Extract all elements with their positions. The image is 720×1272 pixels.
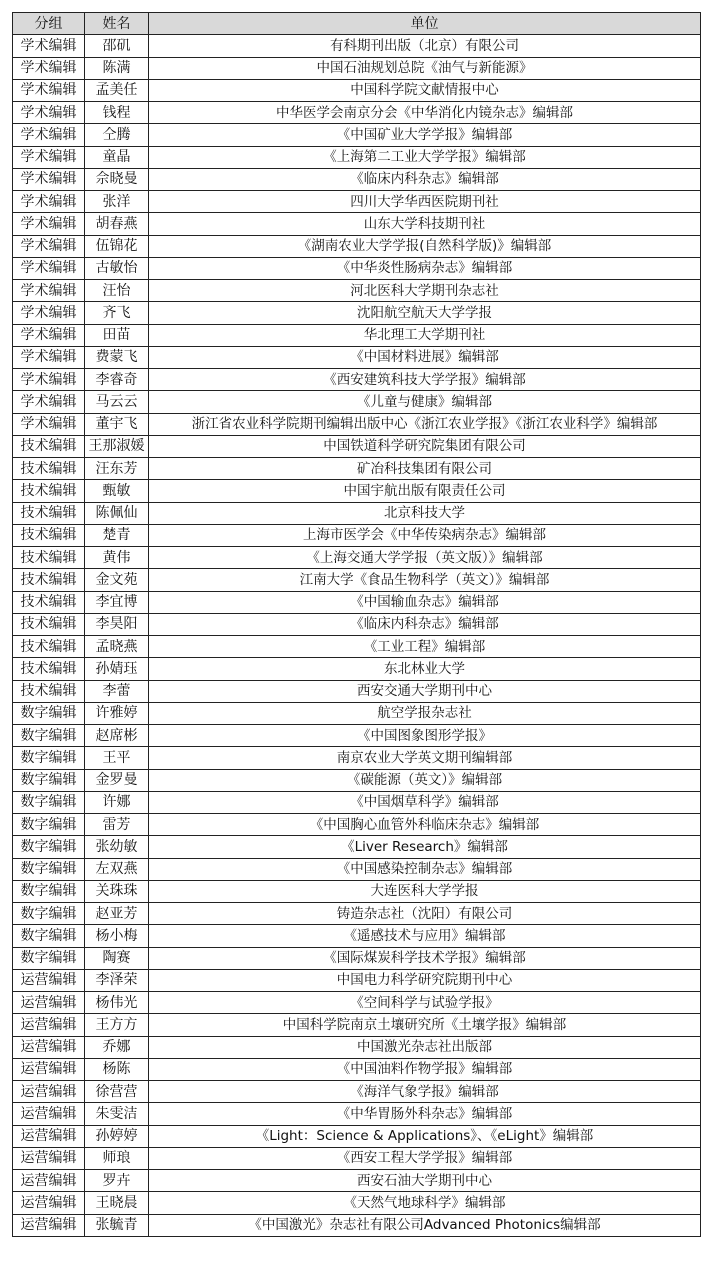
table-row [13,658,701,680]
table-row [13,79,701,101]
group-cell: 技术编辑 [13,435,85,457]
unit-cell: 《西安建筑科技大学学报》编辑部 [149,369,701,391]
name-cell: 赵亚芳 [85,903,149,925]
name-cell: 马云云 [85,391,149,413]
roster-body [13,35,701,1237]
roster-table [12,12,701,1237]
name-cell: 朱雯洁 [85,1103,149,1125]
group-cell: 学术编辑 [13,235,85,257]
name-cell: 雷芳 [85,814,149,836]
name-cell: 金罗曼 [85,769,149,791]
name-cell: 孟美任 [85,79,149,101]
unit-cell: 《空间科学与试验学报》 [149,992,701,1014]
name-cell: 董宇飞 [85,413,149,435]
group-cell: 数字编辑 [13,725,85,747]
unit-cell: 《Light：Science & Applications》、《eLight》编辑部 [149,1125,701,1147]
unit-cell: 《中国感染控制杂志》编辑部 [149,858,701,880]
name-cell: 李蕾 [85,680,149,702]
group-cell: 技术编辑 [13,680,85,702]
group-cell: 数字编辑 [13,880,85,902]
table-row [13,836,701,858]
name-cell: 孙婷婷 [85,1125,149,1147]
table-row [13,947,701,969]
unit-cell: 北京科技大学 [149,502,701,524]
unit-cell: 河北医科大学期刊杂志社 [149,280,701,302]
group-cell: 学术编辑 [13,168,85,190]
table-row [13,858,701,880]
table-row [13,925,701,947]
header-unit: 单位 [149,13,701,35]
unit-cell: 中国科学院文献情报中心 [149,79,701,101]
group-cell: 数字编辑 [13,836,85,858]
unit-cell: 《中国材料进展》编辑部 [149,346,701,368]
group-cell: 运营编辑 [13,1214,85,1236]
table-row [13,880,701,902]
header-group: 分组 [13,13,85,35]
group-cell: 数字编辑 [13,947,85,969]
group-cell: 运营编辑 [13,1081,85,1103]
name-cell: 钱程 [85,102,149,124]
group-cell: 学术编辑 [13,35,85,57]
table-row [13,903,701,925]
name-cell: 王平 [85,747,149,769]
table-row [13,435,701,457]
unit-cell: 《中国激光》杂志社有限公司Advanced Photonics编辑部 [149,1214,701,1236]
name-cell: 关珠珠 [85,880,149,902]
table-row [13,680,701,702]
group-cell: 学术编辑 [13,302,85,324]
unit-cell: 有科期刊出版（北京）有限公司 [149,35,701,57]
table-row [13,1014,701,1036]
name-cell: 徐营营 [85,1081,149,1103]
unit-cell: 中国电力科学研究院期刊中心 [149,969,701,991]
group-cell: 运营编辑 [13,1170,85,1192]
name-cell: 杨小梅 [85,925,149,947]
name-cell: 师琅 [85,1147,149,1169]
unit-cell: 《中国油料作物学报》编辑部 [149,1058,701,1080]
name-cell: 黄伟 [85,547,149,569]
unit-cell: 《中国烟草科学》编辑部 [149,791,701,813]
group-cell: 运营编辑 [13,1103,85,1125]
name-cell: 许雅婷 [85,702,149,724]
unit-cell: 《中国图象图形学报》 [149,725,701,747]
table-row [13,413,701,435]
unit-cell: 铸造杂志社（沈阳）有限公司 [149,903,701,925]
unit-cell: 航空学报杂志社 [149,702,701,724]
table-row [13,725,701,747]
unit-cell: 东北林业大学 [149,658,701,680]
name-cell: 汪怡 [85,280,149,302]
name-cell: 赵席彬 [85,725,149,747]
group-cell: 技术编辑 [13,658,85,680]
name-cell: 陶赛 [85,947,149,969]
name-cell: 李睿奇 [85,369,149,391]
table-row [13,280,701,302]
name-cell: 罗卉 [85,1170,149,1192]
table-row [13,346,701,368]
group-cell: 技术编辑 [13,547,85,569]
unit-cell: 《西安工程大学学报》编辑部 [149,1147,701,1169]
group-cell: 数字编辑 [13,903,85,925]
unit-cell: 《Liver Research》编辑部 [149,836,701,858]
table-row [13,102,701,124]
group-cell: 运营编辑 [13,992,85,1014]
table-row [13,992,701,1014]
unit-cell: 四川大学华西医院期刊社 [149,191,701,213]
unit-cell: 《中华胃肠外科杂志》编辑部 [149,1103,701,1125]
table-row [13,213,701,235]
name-cell: 孟晓燕 [85,636,149,658]
group-cell: 学术编辑 [13,324,85,346]
group-cell: 学术编辑 [13,257,85,279]
header-row [13,13,701,35]
table-row [13,391,701,413]
group-cell: 技术编辑 [13,524,85,546]
header-name: 姓名 [85,13,149,35]
group-cell: 运营编辑 [13,1036,85,1058]
name-cell: 楚青 [85,524,149,546]
unit-cell: 《上海交通大学学报（英文版）》编辑部 [149,547,701,569]
table-row [13,235,701,257]
table-row [13,369,701,391]
table-row [13,636,701,658]
group-cell: 运营编辑 [13,1125,85,1147]
unit-cell: 《上海第二工业大学学报》编辑部 [149,146,701,168]
name-cell: 齐飞 [85,302,149,324]
group-cell: 学术编辑 [13,280,85,302]
table-row [13,791,701,813]
table-row [13,1058,701,1080]
table-row [13,168,701,190]
table-row [13,1170,701,1192]
group-cell: 运营编辑 [13,969,85,991]
table-row [13,1103,701,1125]
table-row [13,1125,701,1147]
group-cell: 学术编辑 [13,413,85,435]
table-row [13,57,701,79]
unit-cell: 南京农业大学英文期刊编辑部 [149,747,701,769]
table-row [13,702,701,724]
group-cell: 学术编辑 [13,213,85,235]
name-cell: 杨陈 [85,1058,149,1080]
unit-cell: 《中华炎性肠病杂志》编辑部 [149,257,701,279]
table-row [13,146,701,168]
table-row [13,480,701,502]
name-cell: 张幼敏 [85,836,149,858]
group-cell: 技术编辑 [13,613,85,635]
group-cell: 技术编辑 [13,502,85,524]
group-cell: 运营编辑 [13,1192,85,1214]
group-cell: 数字编辑 [13,814,85,836]
group-cell: 学术编辑 [13,369,85,391]
table-row [13,524,701,546]
group-cell: 运营编辑 [13,1058,85,1080]
name-cell: 王方方 [85,1014,149,1036]
table-row [13,191,701,213]
group-cell: 学术编辑 [13,346,85,368]
name-cell: 王那淑媛 [85,435,149,457]
name-cell: 张洋 [85,191,149,213]
group-cell: 学术编辑 [13,79,85,101]
unit-cell: 中国激光杂志社出版部 [149,1036,701,1058]
group-cell: 技术编辑 [13,458,85,480]
name-cell: 古敏怡 [85,257,149,279]
unit-cell: 《海洋气象学报》编辑部 [149,1081,701,1103]
name-cell: 甄敏 [85,480,149,502]
table-row [13,1147,701,1169]
group-cell: 学术编辑 [13,124,85,146]
group-cell: 数字编辑 [13,747,85,769]
unit-cell: 沈阳航空航天大学学报 [149,302,701,324]
name-cell: 费蒙飞 [85,346,149,368]
group-cell: 学术编辑 [13,57,85,79]
unit-cell: 《湖南农业大学学报(自然科学版)》编辑部 [149,235,701,257]
unit-cell: 中华医学会南京分会《中华消化内镜杂志》编辑部 [149,102,701,124]
name-cell: 杨伟光 [85,992,149,1014]
group-cell: 技术编辑 [13,569,85,591]
group-cell: 运营编辑 [13,1147,85,1169]
unit-cell: 《临床内科杂志》编辑部 [149,168,701,190]
table-row [13,969,701,991]
table-row [13,324,701,346]
group-cell: 数字编辑 [13,769,85,791]
unit-cell: 华北理工大学期刊社 [149,324,701,346]
group-cell: 技术编辑 [13,636,85,658]
editor-roster [12,12,701,1237]
name-cell: 左双燕 [85,858,149,880]
unit-cell: 浙江省农业科学院期刊编辑出版中心《浙江农业学报》《浙江农业科学》编辑部 [149,413,701,435]
name-cell: 张毓青 [85,1214,149,1236]
group-cell: 数字编辑 [13,858,85,880]
unit-cell: 《遥感技术与应用》编辑部 [149,925,701,947]
name-cell: 许娜 [85,791,149,813]
unit-cell: 《天然气地球科学》编辑部 [149,1192,701,1214]
unit-cell: 中国宇航出版有限责任公司 [149,480,701,502]
unit-cell: 《工业工程》编辑部 [149,636,701,658]
table-row [13,591,701,613]
unit-cell: 上海市医学会《中华传染病杂志》编辑部 [149,524,701,546]
unit-cell: 西安交通大学期刊中心 [149,680,701,702]
unit-cell: 《儿童与健康》编辑部 [149,391,701,413]
name-cell: 胡春燕 [85,213,149,235]
unit-cell: 《中国胸心血管外科临床杂志》编辑部 [149,814,701,836]
group-cell: 技术编辑 [13,591,85,613]
group-cell: 技术编辑 [13,480,85,502]
name-cell: 仝腾 [85,124,149,146]
name-cell: 金文苑 [85,569,149,591]
unit-cell: 大连医科大学学报 [149,880,701,902]
unit-cell: 《中国矿业大学学报》编辑部 [149,124,701,146]
table-row [13,814,701,836]
group-cell: 数字编辑 [13,702,85,724]
name-cell: 童晶 [85,146,149,168]
table-row [13,769,701,791]
unit-cell: 《临床内科杂志》编辑部 [149,613,701,635]
table-row [13,1081,701,1103]
table-row [13,124,701,146]
name-cell: 李宜博 [85,591,149,613]
table-row [13,458,701,480]
group-cell: 数字编辑 [13,791,85,813]
group-cell: 学术编辑 [13,191,85,213]
name-cell: 陈满 [85,57,149,79]
unit-cell: 《碳能源（英文）》编辑部 [149,769,701,791]
table-row [13,569,701,591]
unit-cell: 西安石油大学期刊中心 [149,1170,701,1192]
name-cell: 王晓晨 [85,1192,149,1214]
table-row [13,1192,701,1214]
table-row [13,547,701,569]
group-cell: 运营编辑 [13,1014,85,1036]
unit-cell: 山东大学科技期刊社 [149,213,701,235]
unit-cell: 中国科学院南京土壤研究所《土壤学报》编辑部 [149,1014,701,1036]
table-row [13,747,701,769]
group-cell: 学术编辑 [13,102,85,124]
group-cell: 学术编辑 [13,391,85,413]
group-cell: 数字编辑 [13,925,85,947]
table-row [13,257,701,279]
table-row [13,1214,701,1236]
table-row [13,502,701,524]
table-row [13,613,701,635]
table-row [13,1036,701,1058]
name-cell: 李泽荣 [85,969,149,991]
table-row [13,302,701,324]
name-cell: 李昊阳 [85,613,149,635]
unit-cell: 《中国输血杂志》编辑部 [149,591,701,613]
name-cell: 陈佩仙 [85,502,149,524]
unit-cell: 江南大学《食品生物科学（英文）》编辑部 [149,569,701,591]
name-cell: 田苗 [85,324,149,346]
group-cell: 学术编辑 [13,146,85,168]
name-cell: 孙婧珏 [85,658,149,680]
name-cell: 邵矶 [85,35,149,57]
unit-cell: 矿冶科技集团有限公司 [149,458,701,480]
name-cell: 汪东芳 [85,458,149,480]
table-row [13,35,701,57]
unit-cell: 中国铁道科学研究院集团有限公司 [149,435,701,457]
name-cell: 乔娜 [85,1036,149,1058]
unit-cell: 《国际煤炭科学技术学报》编辑部 [149,947,701,969]
name-cell: 佘晓曼 [85,168,149,190]
name-cell: 伍锦花 [85,235,149,257]
unit-cell: 中国石油规划总院《油气与新能源》 [149,57,701,79]
